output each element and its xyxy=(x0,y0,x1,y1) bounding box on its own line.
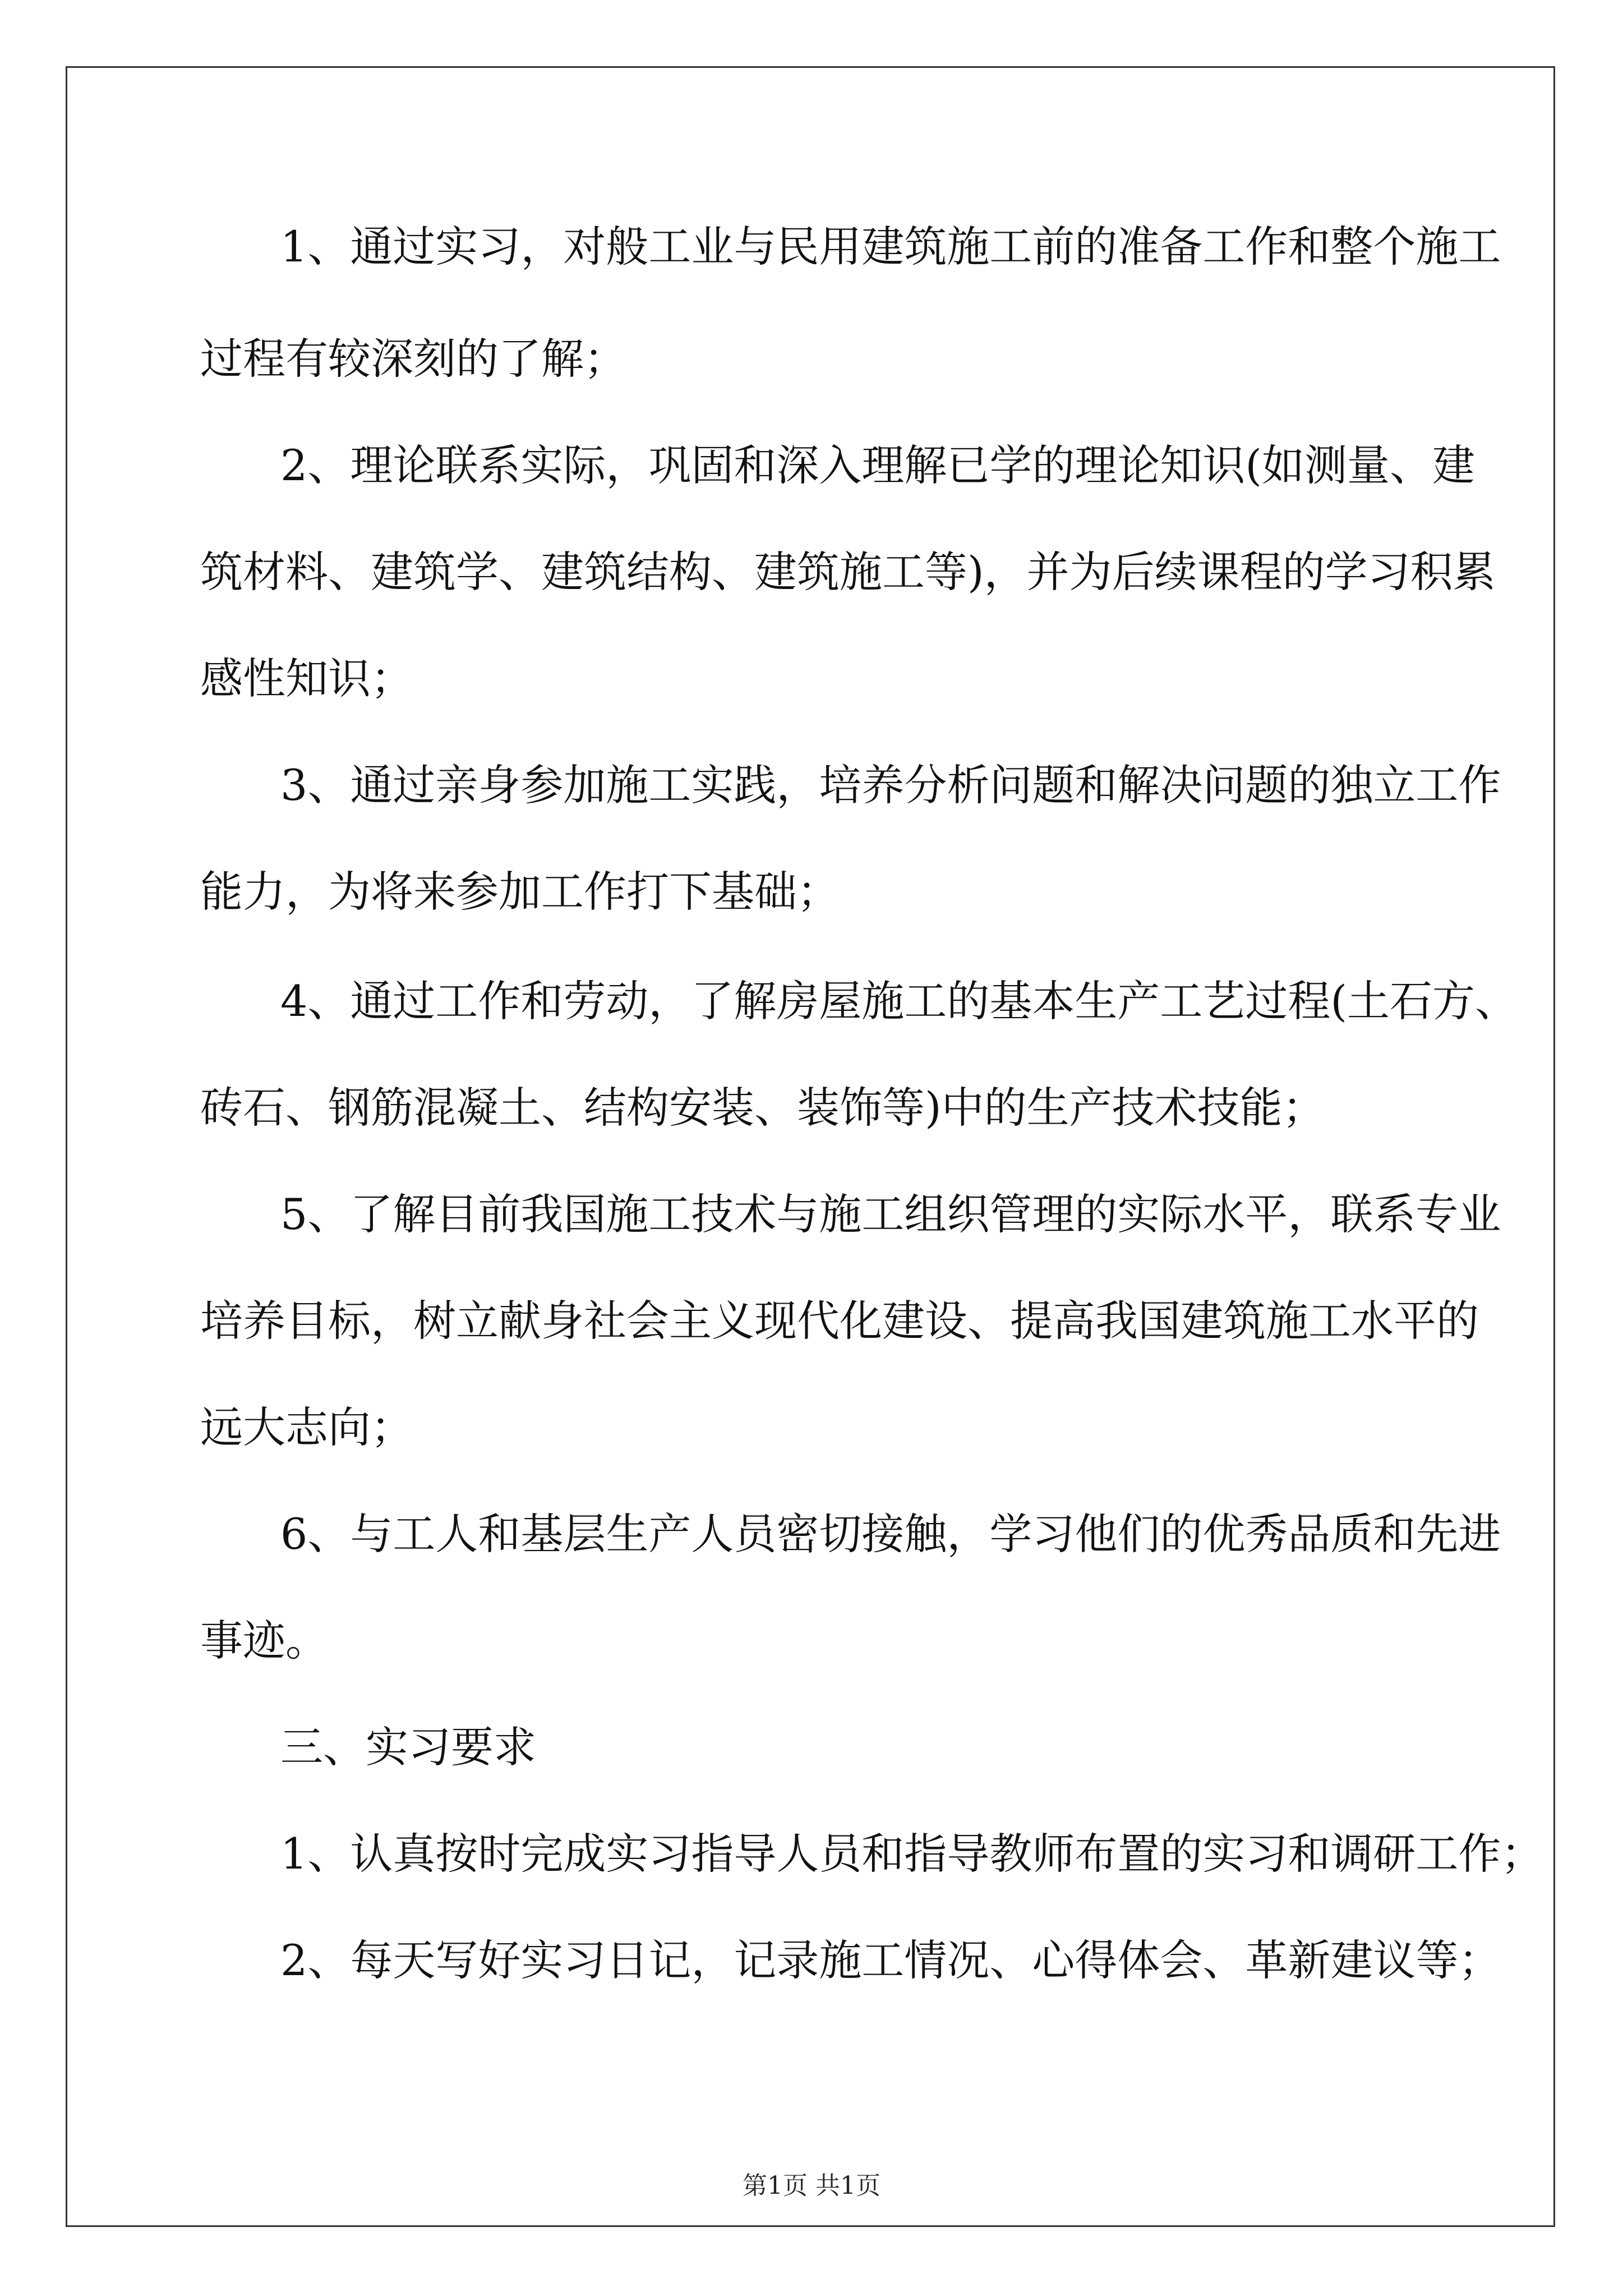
page-footer: 第1页 共1页 xyxy=(743,2171,880,2200)
paragraph-6-line-2: 事迹。 xyxy=(200,1616,328,1665)
paragraph-3-line-1: 3、通过亲身参加施工实践，培养分析问题和解决问题的独立工作 xyxy=(280,760,1501,810)
paragraph-1-line-1: 1、通过实习，对般工业与民用建筑施工前的准备工作和整个施工 xyxy=(280,222,1501,272)
paragraph-6-line-1: 6、与工人和基层生产人员密切接触，学习他们的优秀品质和先进 xyxy=(280,1509,1501,1559)
paragraph-4-line-2: 砖石、钢筋混凝土、结构安装、装饰等)中的生产技术技能； xyxy=(200,1083,1325,1133)
requirement-2: 2、每天写好实习日记，记录施工情况、心得体会、革新建议等； xyxy=(280,1935,1501,1985)
paragraph-2-line-3: 感性知识； xyxy=(200,654,413,703)
paragraph-5-line-3: 远大志向； xyxy=(200,1402,413,1452)
requirement-1: 1、认真按时完成实习指导人员和指导教师布置的实习和调研工作； xyxy=(280,1829,1544,1879)
paragraph-4-line-1: 4、通过工作和劳动，了解房屋施工的基本生产工艺过程(土石方、 xyxy=(280,976,1518,1026)
paragraph-3-line-2: 能力，为将来参加工作打下基础； xyxy=(200,867,840,917)
paragraph-5-line-2: 培养目标，树立献身社会主义现代化建设、提高我国建筑施工水平的 xyxy=(200,1296,1479,1346)
paragraph-2-line-2: 筑材料、建筑学、建筑结构、建筑施工等)，并为后续课程的学习积累 xyxy=(200,547,1496,597)
section-heading: 三、实习要求 xyxy=(280,1722,536,1772)
page-border xyxy=(66,66,1555,2227)
paragraph-2-line-1: 2、理论联系实际，巩固和深入理解已学的理论知识(如测量、建 xyxy=(280,440,1476,490)
paragraph-5-line-1: 5、了解目前我国施工技术与施工组织管理的实际水平，联系专业 xyxy=(280,1189,1501,1239)
paragraph-1-line-2: 过程有较深刻的了解； xyxy=(200,334,626,384)
